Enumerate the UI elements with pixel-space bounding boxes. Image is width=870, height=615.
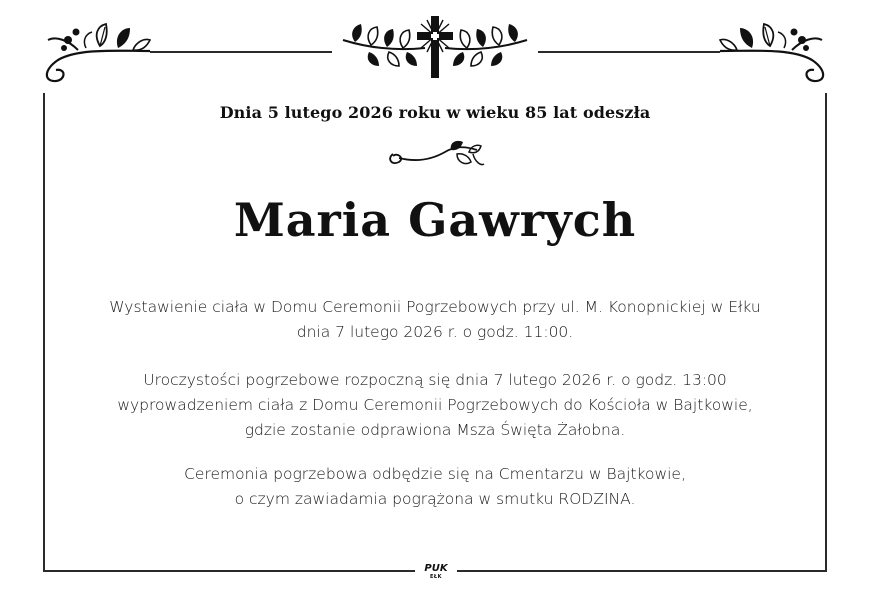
- frame-top-line-right: [538, 51, 720, 53]
- flourish-icon: [38, 18, 158, 88]
- paragraph-line: o czym zawiadamia pogrążona w smutku RODZINA.: [234, 490, 636, 508]
- paragraph-line: wyprowadzeniem ciała z Domu Ceremonii Pogrzebowych do Kościoła w Bajtkowie,: [117, 396, 753, 414]
- paragraph-line: Wystawienie ciała w Domu Ceremonii Pogrzebowych przy ul. M. Konopnickiej w Ełku: [109, 298, 761, 316]
- paragraph-burial: [0, 462, 870, 512]
- puk-logo: [420, 563, 452, 583]
- paragraph-line: dnia 7 lutego 2026 r. o godz. 11:00.: [296, 323, 574, 341]
- leaf-divider-icon: [385, 140, 485, 174]
- frame-bottom-border-left: [43, 570, 415, 572]
- frame-bottom-border-right: [457, 570, 827, 572]
- paragraph-viewing: [0, 295, 870, 345]
- paragraph-ceremony: [0, 368, 870, 443]
- cross-icon: [335, 12, 535, 82]
- frame-top-line-left: [150, 51, 332, 53]
- paragraph-line: Uroczystości pogrzebowe rozpoczną się dnia 7 lutego 2026 r. o godz. 13:00: [143, 371, 727, 389]
- intro-line: Dnia 5 lutego 2026 roku w wieku 85 lat odeszła: [219, 103, 651, 122]
- paragraph-line: gdzie zostanie odprawiona Msza Święta Żałobna.: [244, 421, 626, 439]
- paragraph-line: Ceremonia pogrzebowa odbędzie się na Cmentarzu w Bajtkowie,: [184, 465, 686, 483]
- logo-main-text: PUK: [424, 563, 448, 574]
- deceased-name: Maria Gawrych: [233, 193, 637, 247]
- flourish-icon: [712, 18, 832, 88]
- logo-sub-text: EŁK: [429, 574, 442, 580]
